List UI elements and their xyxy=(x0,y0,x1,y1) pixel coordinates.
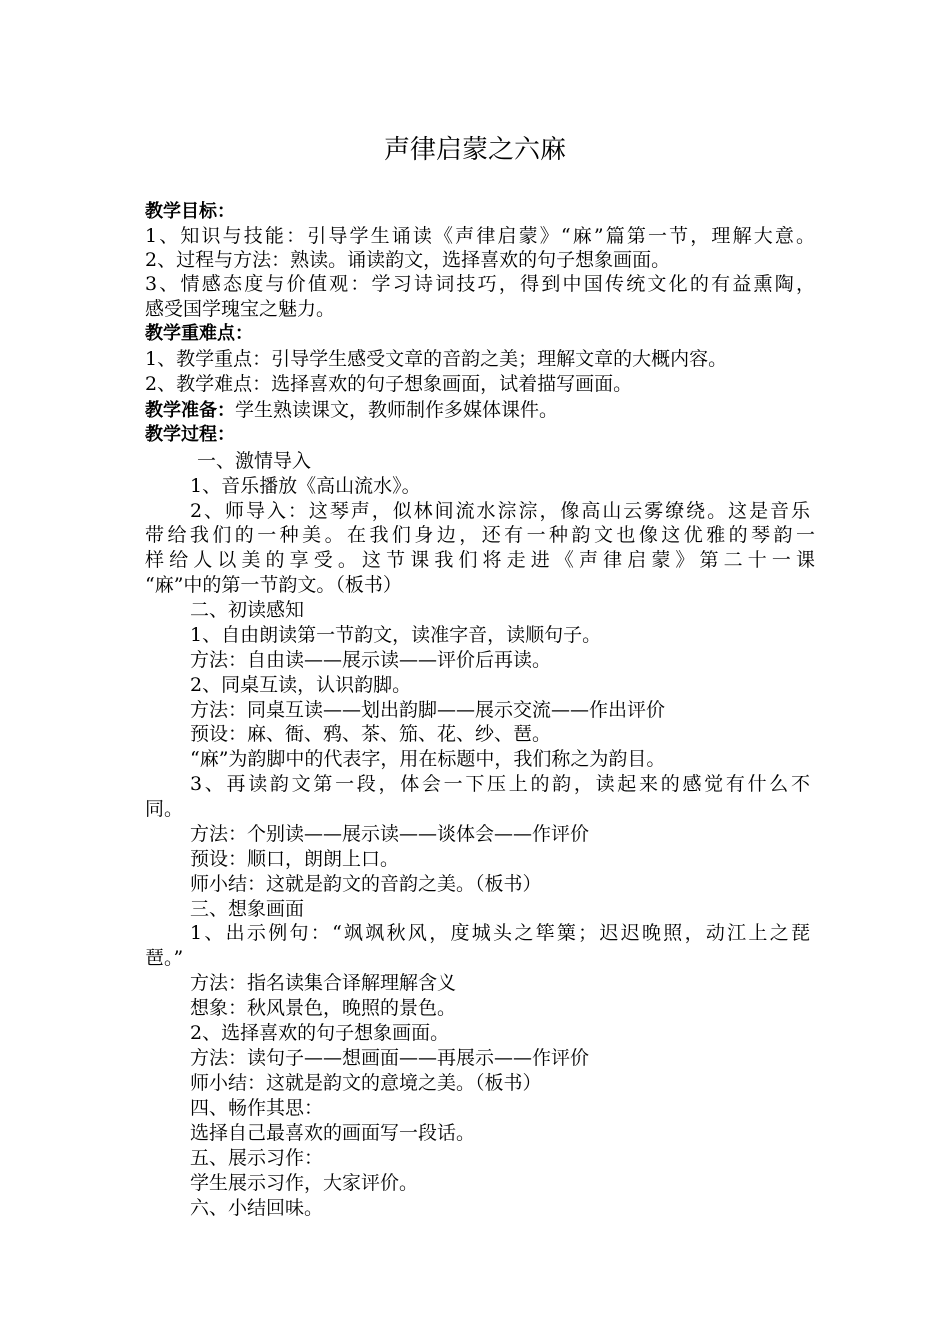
section-1-item-2-line-3: 样给人以美的享受。这节课我们将走进《声律启蒙》第二十一课 xyxy=(145,549,815,571)
section-1-item-2-line-2: 带给我们的一种美。在我们身边，还有一种韵文也像这优雅的琴韵一 xyxy=(145,524,815,546)
section-3-item-2-method: 方法：读句子——想画面——再展示——作评价 xyxy=(190,1047,590,1069)
goal-3: 3、情感态度与价值观：学习诗词技巧，得到中国传统文化的有益熏陶， xyxy=(145,273,815,295)
section-3-item-2: 2、选择喜欢的句子想象画面。 xyxy=(190,1022,450,1044)
section-2-item-1: 1、自由朗读第一节韵文，读准字音，读顺句子。 xyxy=(190,624,602,646)
goal-3-cont: 感受国学瑰宝之魅力。 xyxy=(145,298,336,320)
goal-1: 1、知识与技能：引导学生诵读《声律启蒙》“麻”篇第一节，理解大意。 xyxy=(145,225,815,247)
section-3-item-1-line-2: 琶。” xyxy=(145,947,184,969)
section-2-item-2-preset: 预设：麻、衙、鸦、茶、笳、花、纱、琶。 xyxy=(190,723,552,745)
section-3-summary: 师小结：这就是韵文的意境之美。（板书） xyxy=(190,1072,542,1094)
section-2-item-3-preset: 预设：顺口，朗朗上口。 xyxy=(190,848,400,870)
key-points-heading: 教学重难点： xyxy=(145,323,253,344)
section-5-title: 五、展示习作： xyxy=(190,1147,324,1169)
section-2-item-3-line-2: 同。 xyxy=(145,798,184,820)
section-4-title: 四、畅作其思： xyxy=(190,1097,324,1119)
section-3-item-1-imagine: 想象：秋风景色，晚照的景色。 xyxy=(190,997,457,1019)
prep-line xyxy=(145,398,815,423)
key-point-1: 1、教学重点：引导学生感受文章的音韵之美；理解文章的大概内容。 xyxy=(145,348,728,370)
page-title: 声律启蒙之六麻 xyxy=(383,135,566,165)
key-point-2: 2、教学难点：选择喜欢的句子想象画面，试着描写画面。 xyxy=(145,373,633,395)
section-2-item-3-method: 方法：个别读——展示读——谈体会——作评价 xyxy=(190,823,590,845)
section-6-title: 六、小结回味。 xyxy=(190,1197,324,1219)
section-1-title: 一、激情导入 xyxy=(197,450,312,472)
section-2-item-3: 3、再读韵文第一段，体会一下压上的韵，读起来的感觉有什么不 xyxy=(190,773,810,795)
section-5-text: 学生展示习作，大家评价。 xyxy=(190,1172,419,1194)
section-3-item-1: 1、出示例句：“飒飒秋风，度城头之筚篥；迟迟晚照，动江上之琵 xyxy=(190,922,810,944)
goal-2: 2、过程与方法：熟读。诵读韵文，选择喜欢的句子想象画面。 xyxy=(145,249,671,271)
section-2-summary: 师小结：这就是韵文的音韵之美。（板书） xyxy=(190,873,542,895)
section-2-item-2: 2、同桌互读，认识韵脚。 xyxy=(190,674,412,696)
process-heading: 教学过程： xyxy=(145,424,235,445)
section-1-item-1: 1、音乐播放《高山流水》。 xyxy=(190,475,421,497)
section-1-item-2: 2、师导入：这琴声，似林间流水淙淙，像高山云雾缭绕。这是音乐 xyxy=(190,500,810,522)
goals-heading: 教学目标： xyxy=(145,201,235,222)
section-4-text: 选择自己最喜欢的画面写一段话。 xyxy=(190,1122,476,1144)
section-3-title: 三、想象画面 xyxy=(190,898,305,920)
section-2-title: 二、初读感知 xyxy=(190,599,305,621)
section-3-item-1-method: 方法：指名读集合译解理解含义 xyxy=(190,972,457,994)
prep-heading: 教学准备： xyxy=(145,400,235,421)
section-1-item-2-line-4: “麻”中的第一节韵文。（板书） xyxy=(145,574,402,596)
section-2-item-2-note: “麻”为韵脚中的代表字，用在标题中，我们称之为韵目。 xyxy=(190,748,666,770)
prep-text: 学生熟读课文，教师制作多媒体课件。 xyxy=(235,399,559,421)
section-2-item-1-method: 方法：自由读——展示读——评价后再读。 xyxy=(190,649,552,671)
section-2-item-2-method: 方法：同桌互读——划出韵脚——展示交流——作出评价 xyxy=(190,699,666,721)
